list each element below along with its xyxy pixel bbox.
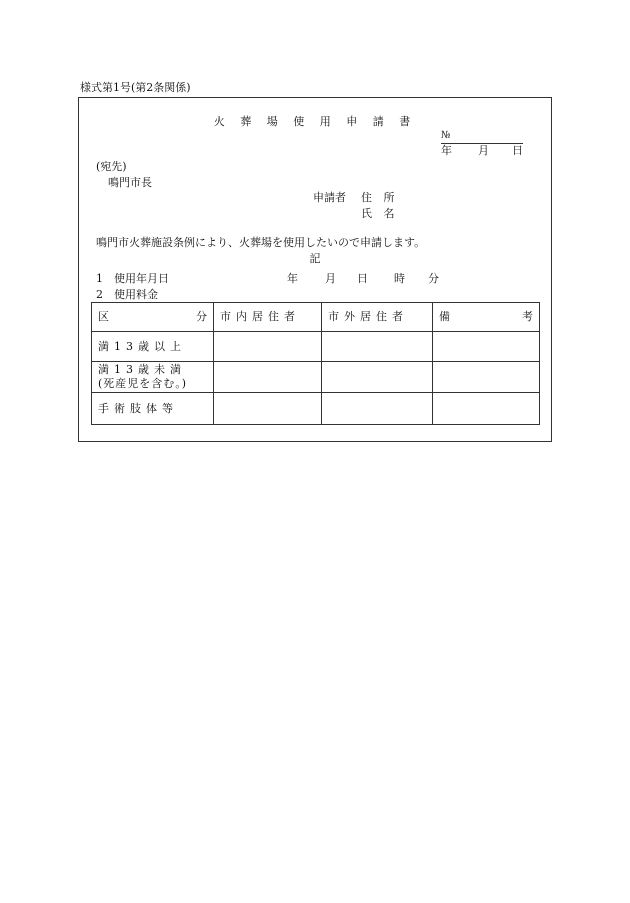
header-resident: 市内居住者 — [214, 303, 322, 332]
fee-table — [91, 302, 540, 425]
resident-fee-cell — [214, 362, 322, 393]
header-nonresident: 市外居住者 — [322, 303, 433, 332]
usage-hour-label: 時 — [394, 272, 405, 285]
document-title: 火 葬 場 使 用 申 請 書 — [213, 115, 417, 128]
addressee-name: 鳴門市長 — [108, 176, 152, 189]
applicant-label: 申請者 — [313, 191, 346, 204]
application-statement: 鳴門市火葬施設条例により、火葬場を使用したいので申請します。 — [96, 236, 426, 249]
resident-fee-cell — [214, 332, 322, 362]
remarks-cell — [433, 393, 540, 425]
nonresident-fee-cell — [322, 362, 433, 393]
usage-month-label: 月 — [325, 272, 336, 285]
header-kubun: 区 分 — [92, 303, 214, 332]
remarks-cell — [433, 362, 540, 393]
number-label: № — [441, 130, 451, 141]
fee-table-header-row — [92, 303, 540, 332]
usage-day-label: 日 — [357, 272, 368, 285]
usage-fee-label: 2 使用料金 — [96, 288, 158, 301]
applicant-address-label: 住 所 — [361, 191, 399, 204]
table-row — [92, 332, 540, 362]
form-number-label: 様式第1号(第2条関係) — [80, 81, 191, 94]
category-cell: 満13歳未満 (死産児を含む。) — [92, 362, 214, 393]
usage-year-label: 年 — [287, 272, 298, 285]
resident-fee-cell — [214, 393, 322, 425]
category-cell: 満13歳以上 — [92, 332, 214, 362]
nonresident-fee-cell — [322, 332, 433, 362]
ki-heading: 記 — [309, 252, 321, 265]
nonresident-fee-cell — [322, 393, 433, 425]
usage-date-fields — [287, 273, 439, 284]
category-cell: 手術肢体等 — [92, 393, 214, 425]
header-remarks: 備 考 — [433, 303, 540, 332]
applicant-name-label: 氏 名 — [361, 207, 399, 220]
addressee-label: (宛先) — [96, 160, 127, 173]
date-month-label: 月 — [478, 144, 489, 157]
remarks-cell — [433, 332, 540, 362]
date-day-label: 日 — [512, 144, 523, 157]
table-row — [92, 393, 540, 425]
table-row — [92, 362, 540, 393]
usage-minute-label: 分 — [428, 272, 439, 285]
date-year-label: 年 — [441, 144, 452, 157]
usage-date-label: 1 使用年月日 — [96, 272, 169, 285]
